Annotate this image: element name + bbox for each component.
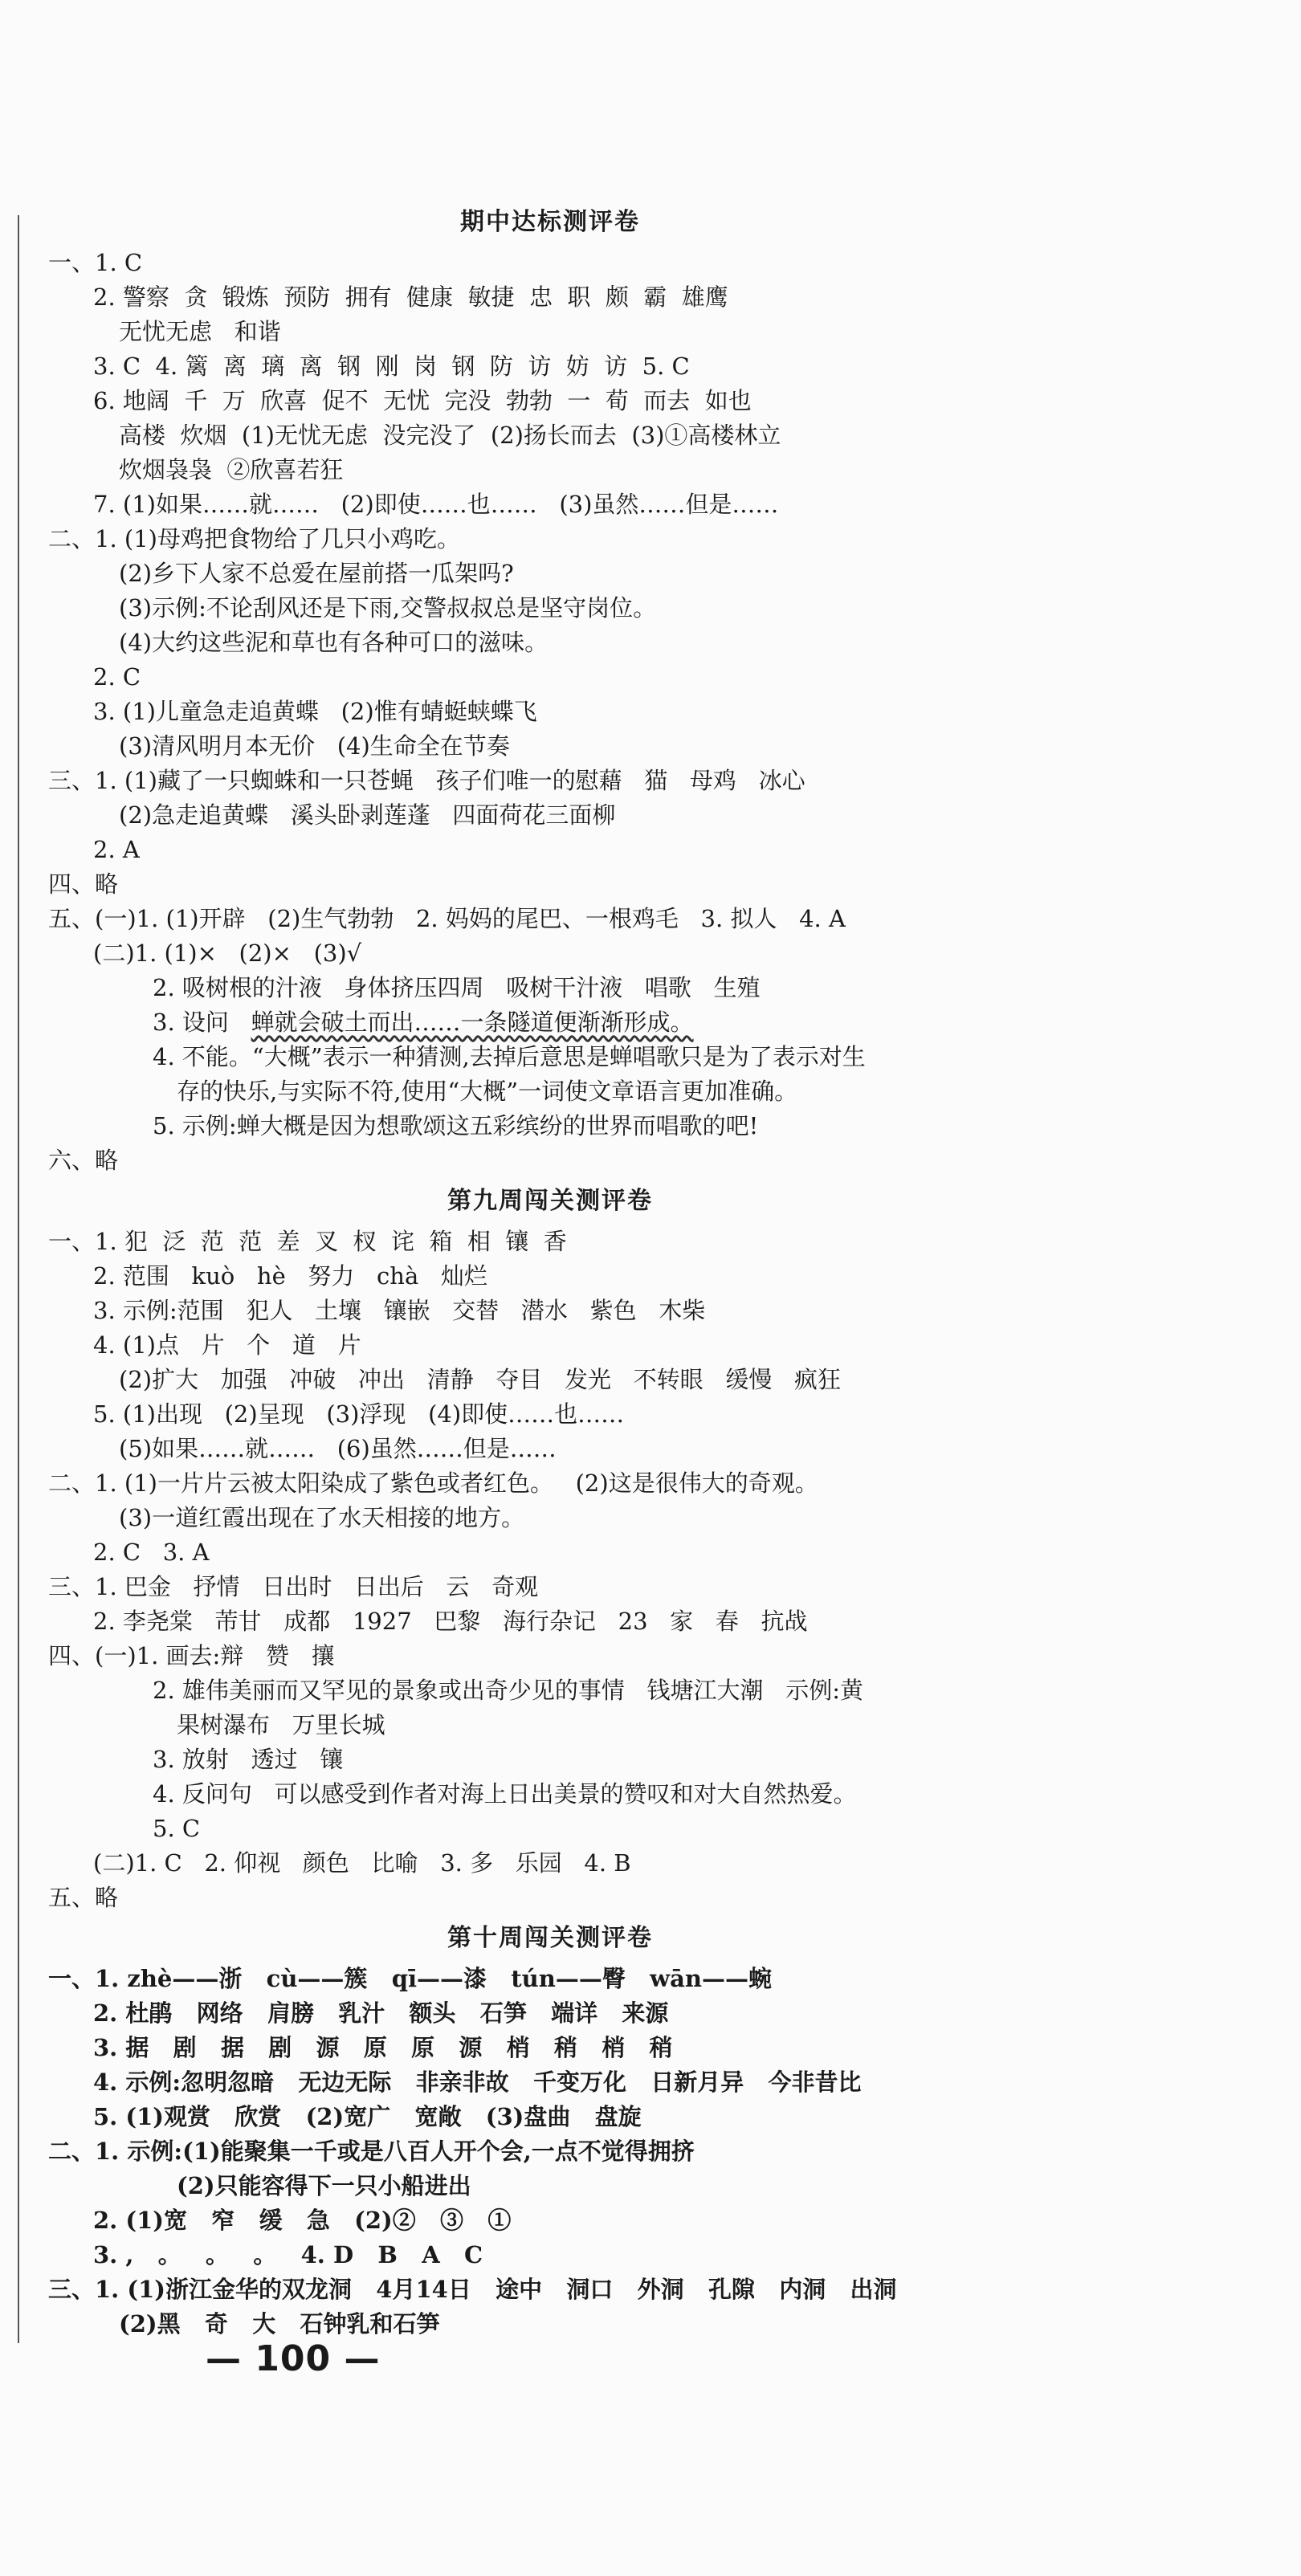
answer-line	[48, 1604, 1052, 1639]
answer-line	[48, 695, 1052, 729]
answer-text: (2)急走追黄蝶 溪头卧剥莲蓬 四面荷花三面柳	[119, 801, 616, 829]
answer-line	[48, 1570, 1052, 1604]
answer-text: 5. (1)观赏 欣赏 (2)宽广 宽敞 (3)盘曲 盘旋	[93, 2103, 642, 2130]
answer-text: 2. 警察 贪 锻炼 预防 拥有 健康 敏捷 忠 职 颇 霸 雄鹰	[93, 283, 728, 311]
answer-text: 炊烟袅袅 ②欣喜若狂	[119, 456, 344, 483]
answer-text: 4. (1)点 片 个 道 片	[93, 1331, 361, 1359]
answer-text: 6. 地阔 千 万 欣喜 促不 无忧 完没 勃勃 一 荀 而去 如也	[93, 387, 752, 414]
answer-text: (2)乡下人家不总爱在屋前搭一瓜架吗?	[119, 560, 514, 587]
answer-text: 3. (1)儿童急走追黄蝶 (2)惟有蜻蜓蛱蝶飞	[93, 698, 537, 725]
answer-line	[48, 315, 1052, 349]
answer-text: (二)1. (1)× (2)× (3)√	[93, 940, 362, 967]
answer-line	[48, 1259, 1052, 1294]
answer-line	[48, 867, 1052, 902]
answer-line	[48, 2238, 1052, 2272]
answer-text: 三、1. (1)浙江金华的双龙洞 4月14日 途中 洞口 外洞 孔隙 内洞 出洞	[48, 2276, 897, 2303]
answer-line	[48, 1397, 1052, 1432]
answer-text: 五、略	[48, 1884, 119, 1911]
answer-line	[48, 1535, 1052, 1570]
answer-text: 存的快乐,与实际不符,使用“大概”一词使文章语言更加准确。	[177, 1078, 798, 1105]
answer-text: 3. 示例:范围 犯人 土壤 镶嵌 交替 潜水 紫色 木柴	[93, 1297, 706, 1324]
section-title: 期中达标测评卷	[460, 208, 640, 236]
answer-text: 2. 李尧棠 芾甘 成都 1927 巴黎 海行杂记 23 家 春 抗战	[93, 1608, 808, 1635]
answer-text: 2. C 3. A	[93, 1539, 210, 1566]
answer-text: 高楼 炊烟 (1)无忧无虑 没完没了 (2)扬长而去 (3)①高楼林立	[119, 422, 781, 449]
answer-line	[48, 1432, 1052, 1466]
answer-text: 2. 范围 kuò hè 努力 chà 灿烂	[93, 1262, 487, 1290]
answer-text: 三、1. 巴金 抒情 日出时 日出后 云 奇观	[48, 1573, 539, 1600]
answer-line	[48, 1846, 1052, 1881]
answer-line	[48, 349, 1052, 384]
answer-text: 无忧无虑 和谐	[119, 318, 281, 345]
answer-text: 5. (1)出现 (2)呈现 (3)浮现 (4)即使……也……	[93, 1400, 625, 1428]
answer-line	[48, 936, 1052, 971]
answer-line	[48, 1501, 1052, 1535]
answer-line	[48, 1812, 1052, 1846]
answer-text: (2)扩大 加强 冲破 冲出 清静 夺目 发光 不转眼 缓慢 疯狂	[119, 1366, 841, 1393]
answer-text: 5. 示例:蝉大概是因为想歌颂这五彩缤纷的世界而唱歌的吧!	[153, 1112, 759, 1139]
answer-text: 4. 不能。“大概”表示一种猜测,去掉后意思是蝉唱歌只是为了表示对生	[153, 1043, 866, 1070]
answer-text: 2. 杜鹃 网络 肩膀 乳汁 额头 石笋 端详 来源	[93, 1999, 669, 2027]
answer-text: 三、1. (1)藏了一只蜘蛛和一只苍蝇 孩子们唯一的慰藉 猫 母鸡 冰心	[48, 767, 805, 794]
answer-line	[48, 487, 1052, 522]
answer-line	[48, 1708, 1052, 1742]
page-number: — 100 —	[206, 2338, 381, 2379]
answer-text: 2. C	[93, 663, 141, 691]
answer-line	[48, 2169, 1052, 2203]
answer-text: (二)1. C 2. 仰视 颜色 比喻 3. 多 乐园 4. B	[93, 1849, 631, 1877]
answer-text: 4. 反问句 可以感受到作者对海上日出美景的赞叹和对大自然热爱。	[153, 1780, 857, 1808]
answer-text: (3)清风明月本无价 (4)生命全在节奏	[119, 732, 510, 760]
answer-text: 果树瀑布 万里长城	[177, 1711, 385, 1738]
answer-text: (4)大约这些泥和草也有各种可口的滋味。	[119, 629, 549, 656]
answer-text: 二、1. (1)母鸡把食物给了几只小鸡吃。	[48, 525, 460, 552]
answer-text: 3. C 4. 篱 离 璃 离 钢 刚 岗 钢 防 访 妨 访 5. C	[93, 353, 690, 380]
answer-line	[48, 1005, 1052, 1040]
answer-line	[48, 1328, 1052, 1363]
answer-line	[48, 453, 1052, 487]
answer-line	[48, 729, 1052, 764]
answer-line	[48, 660, 1052, 695]
answer-line	[48, 522, 1052, 556]
section-title: 第九周闯关测评卷	[447, 1187, 653, 1215]
answer-text: (3)一道红霞出现在了水天相接的地方。	[119, 1504, 525, 1531]
answer-text: 7. (1)如果……就…… (2)即使……也…… (3)虽然……但是……	[93, 491, 779, 518]
answer-line	[48, 2307, 1052, 2342]
answer-line	[48, 1881, 1052, 1915]
answer-line	[48, 833, 1052, 867]
answer-text: 2. A	[93, 836, 140, 863]
answer-line	[48, 798, 1052, 833]
answer-line	[48, 1040, 1052, 1074]
answer-line	[48, 626, 1052, 660]
answer-text: 3. 设问	[153, 1009, 251, 1036]
answer-text: 四、(一)1. 画去:辩 赞 攘	[48, 1642, 335, 1669]
answer-page	[48, 199, 1052, 2342]
answer-line	[48, 971, 1052, 1005]
answer-line	[48, 1996, 1052, 2031]
answer-line	[48, 384, 1052, 418]
answer-line	[48, 1225, 1052, 1259]
answer-text: (2)只能容得下一只小船进出	[177, 2172, 471, 2199]
answer-line	[48, 1466, 1052, 1501]
answer-line	[48, 1639, 1052, 1673]
wavy-underlined-text: 蝉就会破土而出……一条隧道便渐渐形成。	[251, 1009, 694, 1036]
answer-text: 一、1. 犯 泛 范 范 差 叉 杈 诧 箱 相 镶 香	[48, 1228, 567, 1255]
answer-line	[48, 280, 1052, 315]
answer-line	[48, 418, 1052, 453]
answer-line	[48, 1143, 1052, 1178]
answer-text: 二、1. 示例:(1)能聚集一千或是八百人开个会,一点不觉得拥挤	[48, 2138, 695, 2165]
answer-text: 二、1. (1)一片片云被太阳染成了紫色或者红色。 (2)这是很伟大的奇观。	[48, 1469, 818, 1497]
answer-line	[48, 246, 1052, 280]
answer-line	[48, 1109, 1052, 1143]
answer-line	[48, 1294, 1052, 1328]
answer-line	[48, 1962, 1052, 1996]
answer-text: 2. 吸树根的汁液 身体挤压四周 吸树干汁液 唱歌 生殖	[153, 974, 761, 1001]
answer-line	[48, 2272, 1052, 2307]
answer-text: (3)示例:不论刮风还是下雨,交警叔叔总是坚守岗位。	[119, 594, 657, 622]
answer-text: 3. 据 剧 据 剧 源 原 原 源 梢 稍 梢 稍	[93, 2034, 673, 2061]
answer-line	[48, 2031, 1052, 2065]
answer-text: 六、略	[48, 1147, 119, 1174]
section-title: 第十周闯关测评卷	[447, 1924, 653, 1952]
answer-line	[48, 1074, 1052, 1109]
answer-line	[48, 1673, 1052, 1708]
answer-text: 3. 放射 透过 镶	[153, 1746, 344, 1773]
answer-text: 3. , 。 。 。 4. D B A C	[93, 2241, 483, 2268]
answer-line	[48, 591, 1052, 626]
left-margin-rule	[18, 215, 19, 2343]
answer-line	[48, 902, 1052, 936]
answer-text: (2)黑 奇 大 石钟乳和石笋	[119, 2310, 440, 2338]
answer-line	[48, 2100, 1052, 2134]
answer-line	[48, 764, 1052, 798]
answer-text: 4. 示例:忽明忽暗 无边无际 非亲非故 千变万化 日新月异 今非昔比	[93, 2069, 862, 2096]
answer-text: 5. C	[153, 1815, 201, 1842]
answer-line	[48, 2134, 1052, 2169]
answer-line	[48, 1777, 1052, 1812]
answer-line	[48, 2203, 1052, 2238]
answer-text: 一、1. C	[48, 249, 143, 276]
answer-line	[48, 1363, 1052, 1397]
answer-line	[48, 1742, 1052, 1777]
answer-text: 一、1. zhè——浙 cù——簇 qī——漆 tún——臀 wān——蜿	[48, 1965, 772, 1992]
answer-line	[48, 2065, 1052, 2100]
answer-text: 2. 雄伟美丽而又罕见的景象或出奇少见的事情 钱塘江大潮 示例:黄	[153, 1677, 863, 1704]
answer-text: (5)如果……就…… (6)虽然……但是……	[119, 1435, 557, 1462]
answer-text: 2. (1)宽 窄 缓 急 (2)② ③ ①	[93, 2207, 512, 2234]
answer-text: 四、略	[48, 870, 119, 898]
answer-text: 五、(一)1. (1)开辟 (2)生气勃勃 2. 妈妈的尾巴、一根鸡毛 3. 拟人 4. A	[48, 905, 846, 932]
answer-line	[48, 556, 1052, 591]
